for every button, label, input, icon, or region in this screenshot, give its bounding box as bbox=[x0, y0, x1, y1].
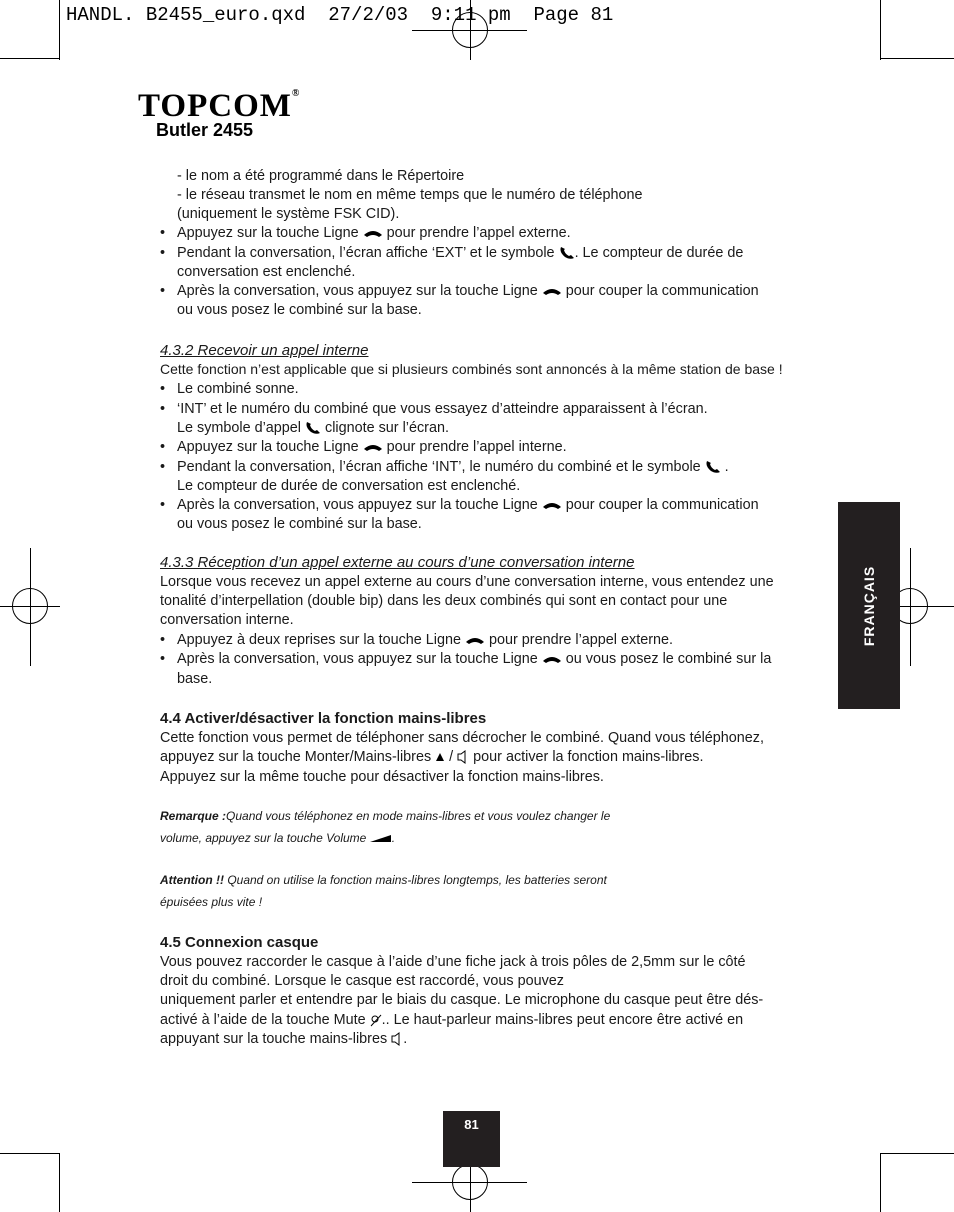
bullet-item: Après la conversation, vous appuyez sur la touche Ligne pour couper la communication bbox=[177, 497, 759, 513]
bullet-item: Après la conversation, vous appuyez sur la touche Ligne ou vous posez le combiné sur la bbox=[177, 651, 772, 667]
text-line: Vous pouvez raccorder le casque à l’aide d’une fiche jack à trois pôles de 2,5mm sur le côté bbox=[160, 954, 746, 970]
crop-mark bbox=[880, 1153, 881, 1212]
text-line: ou vous posez le combiné sur la base. bbox=[177, 302, 422, 318]
bullet-item: Le combiné sonne. bbox=[177, 381, 299, 397]
language-label: FRANÇAIS bbox=[861, 565, 877, 647]
text-line: Cette fonction n’est applicable que si plusieurs combinés sont annoncés à la même station de base ! bbox=[160, 361, 783, 377]
speaker-icon bbox=[457, 750, 469, 764]
text-line: ou vous posez le combiné sur la base. bbox=[177, 516, 422, 532]
text-line: (uniquement le système FSK CID). bbox=[177, 206, 400, 222]
text-line: droit du combiné. Lorsque le casque est raccordé, vous pouvez bbox=[160, 973, 564, 989]
text-line: Appuyez sur la même touche pour désactiver la fonction mains-libres. bbox=[160, 769, 604, 785]
bullet-icon: • bbox=[160, 497, 166, 513]
bullet-item: Pendant la conversation, l’écran affiche ‘EXT’ et le symbole . Le compteur de durée de bbox=[177, 245, 744, 261]
bullet-icon: • bbox=[160, 245, 166, 261]
text-line: Cette fonction vous permet de téléphoner sans décrocher le combiné. Quand vous téléphonez, bbox=[160, 730, 764, 746]
mute-icon bbox=[370, 1014, 382, 1027]
text-line: Le compteur de durée de conversation est enclenché. bbox=[177, 478, 521, 494]
bullet-icon: • bbox=[160, 459, 166, 475]
text-line: appuyez sur la touche Monter/Mains-libres / pour activer la fonction mains-libres. bbox=[160, 749, 704, 765]
text-line: appuyant sur la touche mains-libres . bbox=[160, 1031, 408, 1047]
crop-mark bbox=[59, 1153, 60, 1212]
bullet-item: Appuyez à deux reprises sur la touche Ligne pour prendre l’appel externe. bbox=[177, 632, 674, 648]
line-key-icon bbox=[363, 442, 383, 452]
text-line: conversation est enclenché. bbox=[177, 264, 356, 280]
line-key-icon bbox=[363, 228, 383, 238]
text-line: conversation interne. bbox=[160, 612, 294, 628]
bullet-icon: • bbox=[160, 225, 166, 241]
section-heading-4-5: 4.5 Connexion casque bbox=[160, 934, 319, 951]
speaker-icon bbox=[391, 1032, 403, 1046]
section-heading-4-4: 4.4 Activer/désactiver la fonction mains-libres bbox=[160, 710, 487, 727]
bullet-icon: • bbox=[160, 401, 166, 417]
text-line: activé à l’aide de la touche Mute .. Le haut-parleur mains-libres peut encore être activé en bbox=[160, 1012, 744, 1028]
text-line: - le nom a été programmé dans le Répertoire bbox=[177, 168, 465, 184]
page-number: 81 bbox=[443, 1111, 500, 1167]
phone-handset-icon bbox=[705, 460, 721, 474]
phone-handset-icon bbox=[305, 421, 321, 435]
crop-mark bbox=[880, 0, 881, 60]
phone-handset-icon bbox=[559, 246, 575, 260]
bullet-icon: • bbox=[160, 283, 166, 299]
crop-mark bbox=[59, 0, 60, 60]
crop-mark bbox=[880, 58, 954, 59]
bullet-item: Appuyez sur la touche Ligne pour prendre l’appel interne. bbox=[177, 439, 567, 455]
bullet-item: Pendant la conversation, l’écran affiche ‘INT’, le numéro du combiné et le symbole . bbox=[177, 459, 729, 475]
file-header: HANDL. B2455_euro.qxd 27/2/03 9:11 pm Page 81 bbox=[66, 4, 614, 26]
text-line: Le symbole d’appel clignote sur l’écran. bbox=[177, 420, 449, 436]
remark-note: volume, appuyez sur la touche Volume . bbox=[160, 831, 396, 845]
model-name: Butler 2455 bbox=[156, 120, 254, 140]
line-key-icon bbox=[465, 635, 485, 645]
bullet-icon: • bbox=[160, 439, 166, 455]
registration-circle bbox=[12, 588, 48, 624]
bullet-icon: • bbox=[160, 651, 166, 667]
bullet-item: Appuyez sur la touche Ligne pour prendre l’appel externe. bbox=[177, 225, 571, 241]
section-heading-4-3-2: 4.3.2 Recevoir un appel interne bbox=[160, 342, 369, 359]
attention-note: Attention !! Quand on utilise la fonction mains-libres longtemps, les batteries seront bbox=[160, 873, 607, 887]
bullet-item: ‘INT’ et le numéro du combiné que vous essayez d’atteindre apparaissent à l’écran. bbox=[177, 401, 708, 417]
section-heading-4-3-3: 4.3.3 Réception d’un appel externe au cours d’une conversation interne bbox=[160, 554, 635, 571]
line-key-icon bbox=[542, 286, 562, 296]
line-key-icon bbox=[542, 654, 562, 664]
text-line: - le réseau transmet le nom en même temps que le numéro de téléphone bbox=[177, 187, 643, 203]
text-line: base. bbox=[177, 671, 213, 687]
topcom-logo: TOPCOM® bbox=[138, 88, 301, 124]
crop-mark bbox=[0, 1153, 60, 1154]
bullet-icon: • bbox=[160, 632, 166, 648]
up-arrow-icon bbox=[435, 752, 445, 762]
text-line: uniquement parler et entendre par le biais du casque. Le microphone du casque peut être dés- bbox=[160, 992, 764, 1008]
volume-key-icon bbox=[370, 834, 392, 843]
language-tab bbox=[838, 502, 900, 709]
bullet-icon: • bbox=[160, 381, 166, 397]
line-key-icon bbox=[542, 500, 562, 510]
bullet-item: Après la conversation, vous appuyez sur la touche Ligne pour couper la communication bbox=[177, 283, 759, 299]
text-line: Lorsque vous recevez un appel externe au cours d’une conversation interne, vous entendez une bbox=[160, 574, 774, 590]
crop-mark bbox=[0, 58, 60, 59]
registration-circle bbox=[452, 1164, 488, 1200]
text-line: tonalité d’interpellation (double bip) dans les deux combinés qui sont en contact pour une bbox=[160, 593, 728, 609]
remark-note: Remarque :Quand vous téléphonez en mode mains-libres et vous voulez changer le bbox=[160, 809, 611, 823]
crop-mark bbox=[880, 1153, 954, 1154]
attention-note: épuisées plus vite ! bbox=[160, 895, 263, 909]
